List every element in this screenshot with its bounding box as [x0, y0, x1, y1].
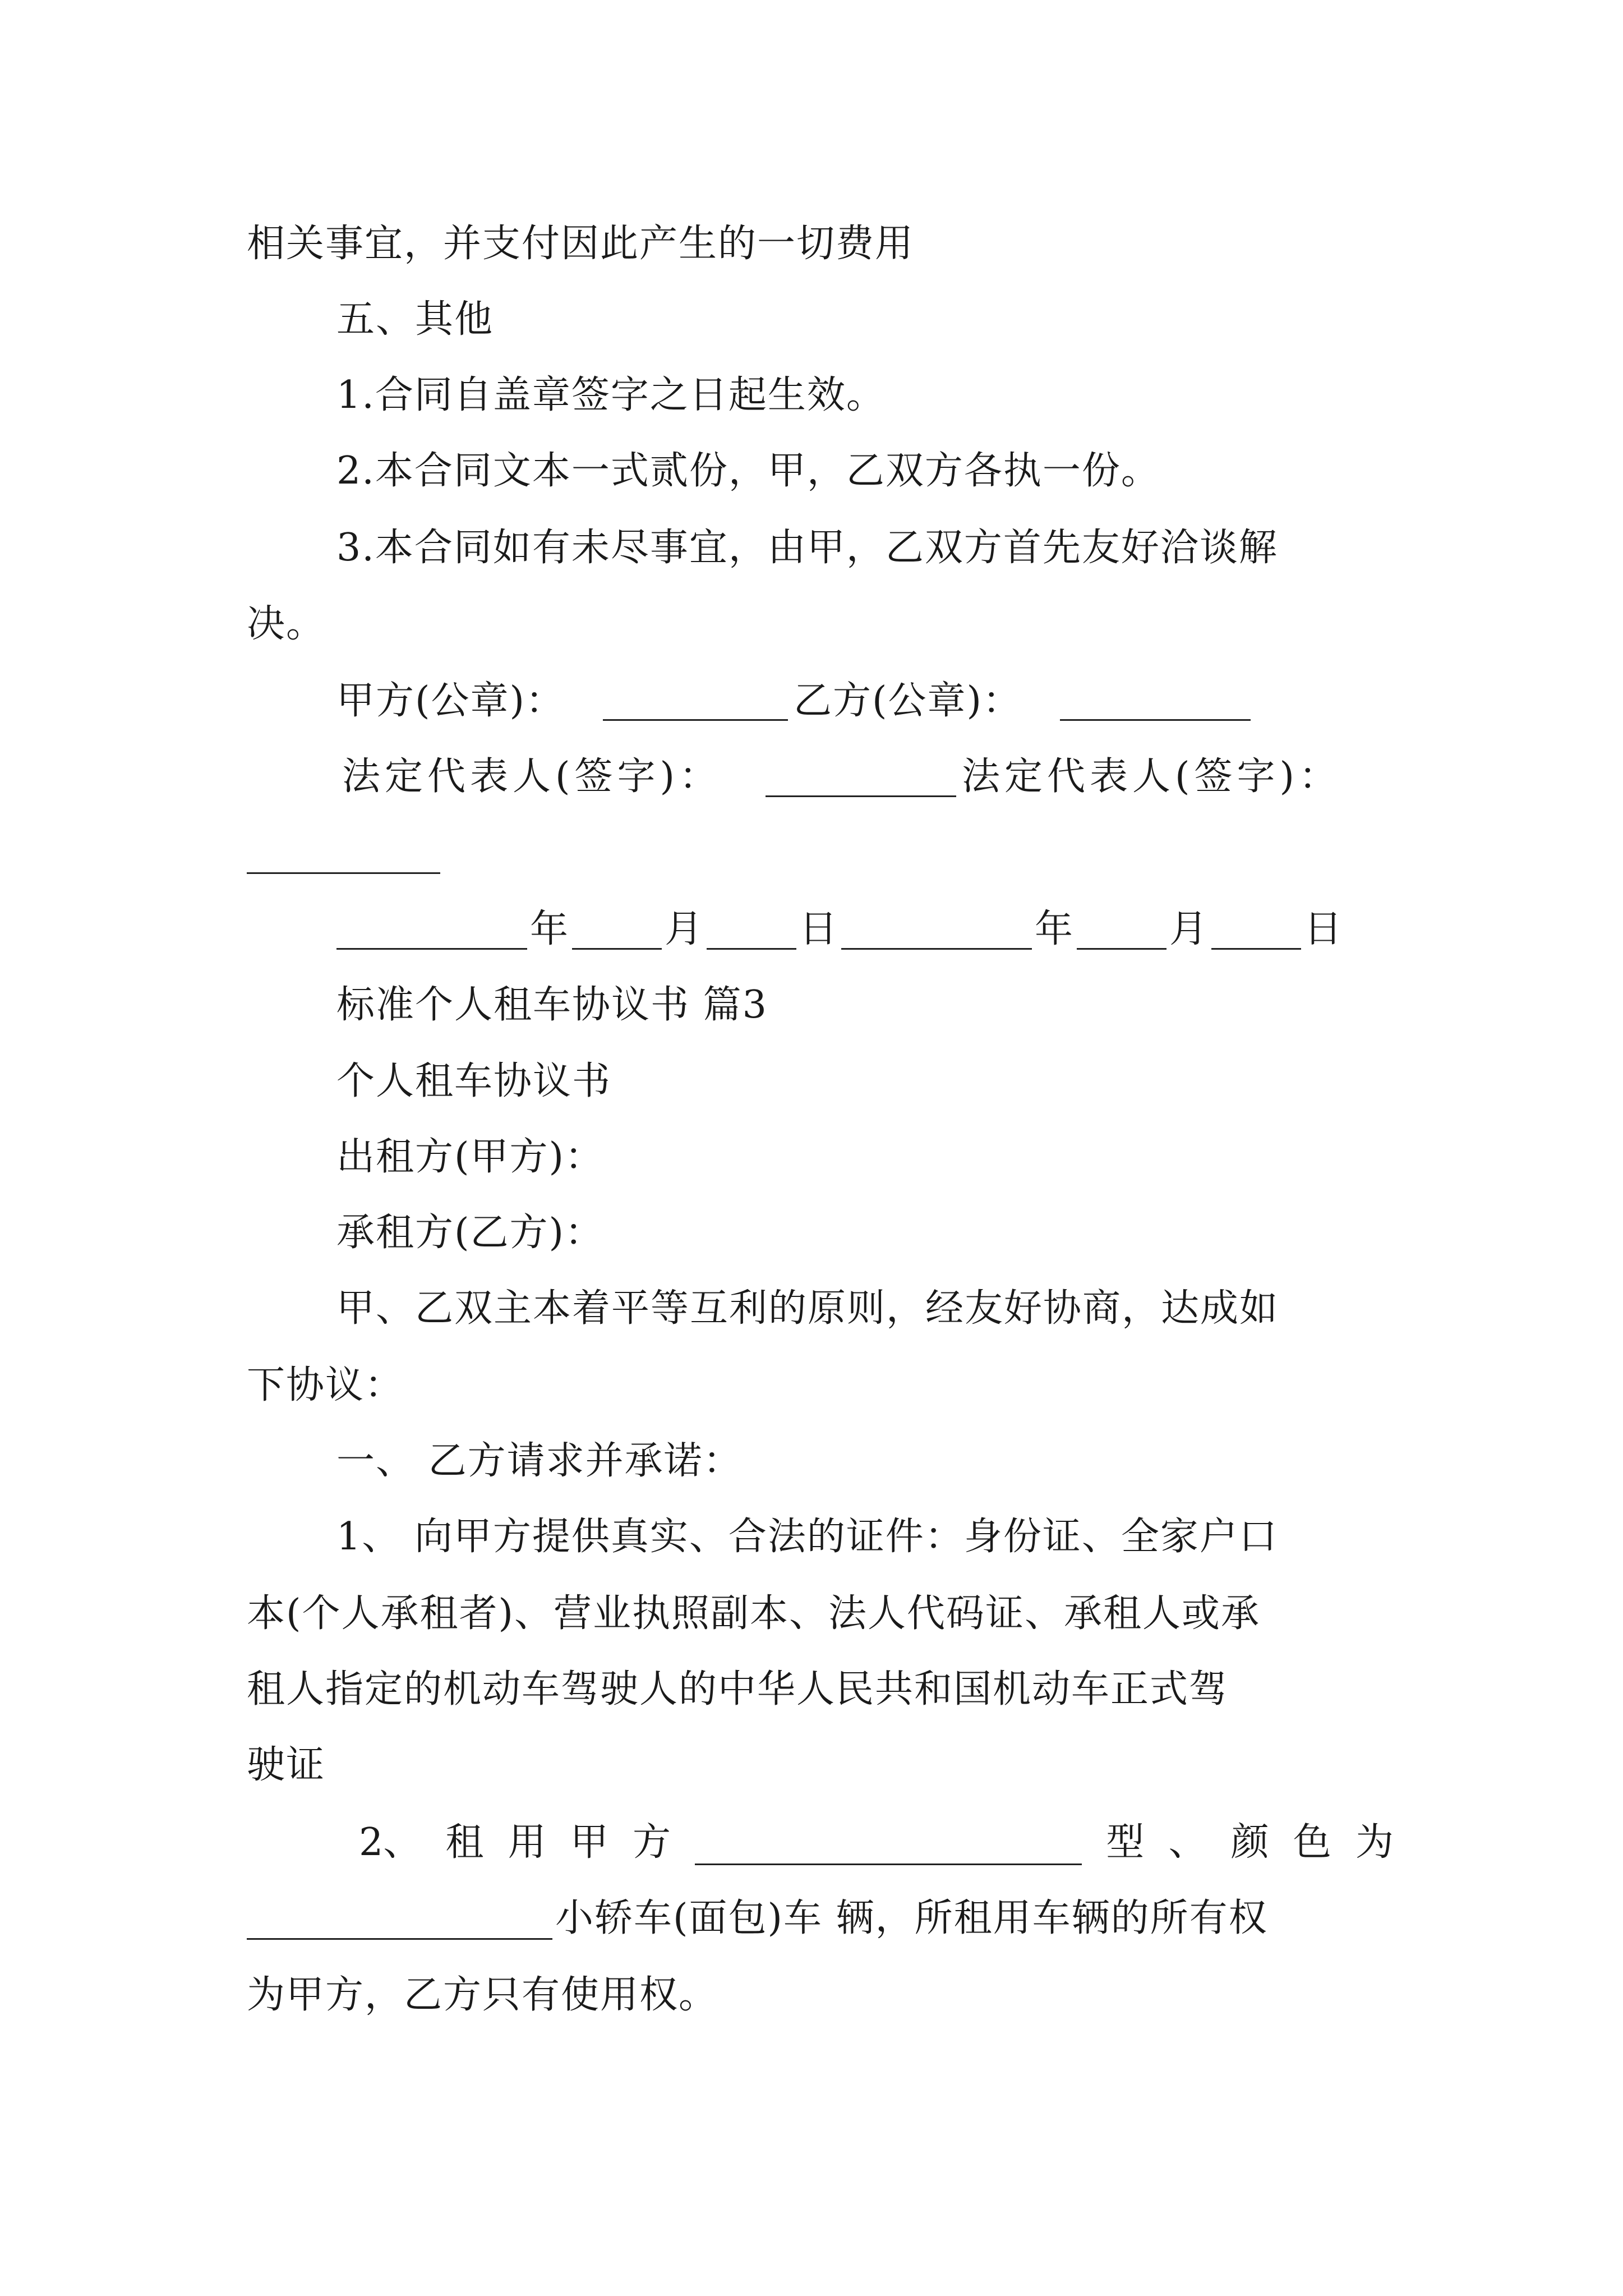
model-blank: [695, 1830, 1082, 1865]
text-line: 甲、乙双主本着平等互利的原则，经友好协商，达成如: [336, 1286, 1279, 1331]
legal-rep-b-label: 法定代表人(签字)：: [962, 754, 1342, 799]
date-day-a-blank: [707, 948, 796, 950]
text-line: 2.本合同文本一式贰份，甲，乙双方各执一份。: [336, 449, 1160, 493]
text-line: 相关事宜，并支付因此产生的一切费用: [247, 222, 915, 266]
document-title: 个人租车协议书: [336, 1059, 612, 1103]
text-line: 小轿车(面包)车 辆，所租用车辆的所有权: [555, 1896, 1268, 1940]
item2-word: 、: [1168, 1820, 1207, 1865]
item2-word: 颜: [1230, 1820, 1269, 1865]
date-day-a-label: 日: [799, 907, 839, 951]
text-line: 3.本合同如有未尽事宜，由甲，乙双方首先友好洽谈解: [336, 526, 1278, 570]
legal-rep-b-continued-blank: [247, 872, 440, 874]
legal-rep-a-label: 法定代表人(签字)：: [342, 754, 722, 799]
date-month-a-label: 月: [665, 907, 704, 951]
item2-word: 租: [445, 1820, 484, 1865]
text-line: 决。: [247, 602, 326, 646]
party-a-seal-blank: [603, 719, 788, 721]
item2-word: 用: [508, 1820, 546, 1865]
date-day-b-blank: [1211, 948, 1301, 950]
text-line: 1、 向甲方提供真实、合法的证件：身份证、全家户口: [336, 1515, 1278, 1559]
text-line: 本(个人承租者)、营业执照副本、法人代码证、承租人或承: [247, 1591, 1261, 1636]
lessee-label: 承租方(乙方)：: [336, 1211, 605, 1255]
party-a-seal-label: 甲方(公章)：: [336, 679, 565, 723]
section-heading: 一、 乙方请求并承诺：: [336, 1439, 743, 1483]
item2-number: 2、: [359, 1820, 422, 1865]
text-line: 租人指定的机动车驾驶人的中华人民共和国机动车正式驾: [247, 1667, 1229, 1711]
lessor-label: 出租方(甲方)：: [336, 1135, 605, 1179]
item2-word: 为: [1355, 1820, 1394, 1865]
item2-word: 方: [632, 1820, 671, 1865]
legal-rep-a-blank: [766, 795, 956, 797]
date-day-b-label: 日: [1304, 907, 1344, 951]
date-month-b-blank: [1077, 948, 1166, 950]
date-year-a-label: 年: [530, 907, 570, 951]
text-line: 为甲方，乙方只有使用权。: [247, 1973, 718, 2017]
date-month-a-blank: [572, 948, 662, 950]
date-month-b-label: 月: [1169, 907, 1209, 951]
text-line: 1.合同自盖章签字之日起生效。: [336, 373, 886, 417]
date-year-b-label: 年: [1035, 907, 1075, 951]
date-year-a-blank: [336, 948, 527, 950]
item2-word: 型: [1106, 1820, 1145, 1865]
item2-word: 色: [1293, 1820, 1331, 1865]
item2-justified-line: [359, 1820, 1394, 1865]
party-b-seal-label: 乙方(公章)：: [794, 679, 1022, 723]
text-line: 驶证: [247, 1743, 326, 1787]
text-line: 下协议：: [247, 1363, 404, 1407]
item2-word: 甲: [570, 1820, 608, 1865]
section-title: 标准个人租车协议书 篇3: [336, 983, 768, 1027]
party-b-seal-blank: [1060, 719, 1251, 721]
color-blank: [247, 1938, 552, 1940]
section-heading: 五、其他: [336, 297, 494, 342]
date-year-b-blank: [841, 948, 1032, 950]
